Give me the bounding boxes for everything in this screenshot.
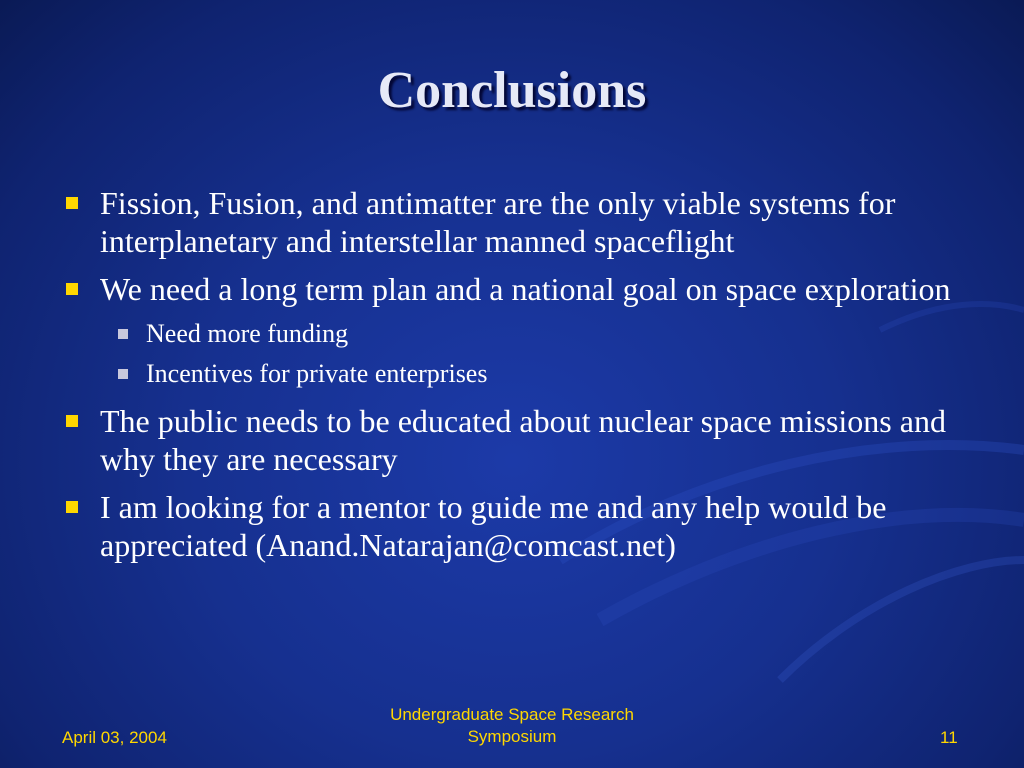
footer-event-name: Undergraduate Space Research Symposium xyxy=(390,705,634,746)
bullet-list xyxy=(60,184,960,574)
sub-bullet-item xyxy=(60,354,960,394)
slide-page-number: 11 xyxy=(940,728,958,747)
sub-bullet-list xyxy=(60,314,960,394)
square-bullet-icon xyxy=(66,283,78,295)
square-sub-bullet-icon xyxy=(118,329,128,339)
bullet-text: The public needs to be educated about nuclear space missions and why they are necessary xyxy=(100,403,946,477)
square-sub-bullet-icon xyxy=(118,369,128,379)
sub-bullet-text: Need more funding xyxy=(146,319,349,348)
bullet-item xyxy=(60,270,960,308)
bullet-text: We need a long term plan and a national goal on space exploration xyxy=(100,271,951,307)
bullet-text: I am looking for a mentor to guide me and any help would be appreciated (Anand.Natarajan@comcast.net) xyxy=(100,489,887,563)
sub-bullet-item xyxy=(60,314,960,354)
square-bullet-icon xyxy=(66,501,78,513)
square-bullet-icon xyxy=(66,415,78,427)
bullet-item xyxy=(60,488,960,564)
slide-title: Conclusions xyxy=(377,62,647,119)
bullet-text: Fission, Fusion, and antimatter are the only viable systems for interplanetary and interstellar manned spaceflight xyxy=(100,185,896,259)
sub-bullet-text: Incentives for private enterprises xyxy=(146,359,488,388)
bullet-item xyxy=(60,402,960,478)
square-bullet-icon xyxy=(66,197,78,209)
footer-date: April 03, 2004 xyxy=(62,728,167,747)
bullet-item xyxy=(60,184,960,260)
